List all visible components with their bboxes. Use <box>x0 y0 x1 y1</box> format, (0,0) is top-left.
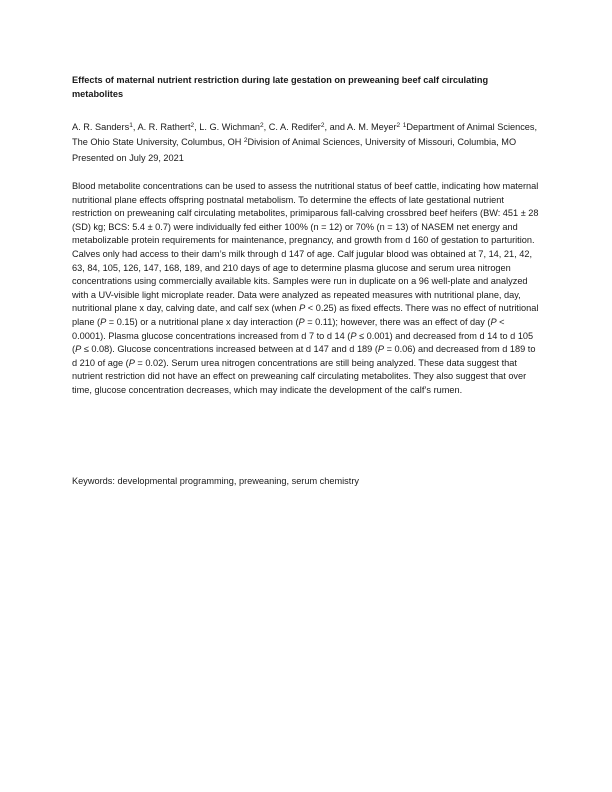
author-affiliation-marker: 2 <box>320 122 325 129</box>
p-value-symbol: P <box>128 357 135 368</box>
author-name: A. R. Rathert <box>137 122 191 132</box>
author-separator: , <box>132 122 138 132</box>
affiliation-2: Division of Animal Sciences, University of Missouri, Columbia, MO Presented on July 29, 2021 <box>72 137 517 163</box>
p-value-symbol: P <box>377 344 385 355</box>
p-value-symbol: P <box>100 316 107 327</box>
author-name: A. R. Sanders <box>72 122 130 132</box>
p-value-symbol: P <box>299 303 306 314</box>
author-name: A. M. Meyer <box>346 122 397 132</box>
abstract-text: ≤ 0.001) and decreased from d 14 to d 105 ( <box>72 330 534 355</box>
p-value-symbol: P <box>490 316 497 327</box>
author-separator: , and <box>324 122 347 132</box>
abstract-text: < 0.0001). Plasma glucose concentrations increased from d 7 to d 14 ( <box>72 316 505 341</box>
abstract-text: = 0.06) and decreased from d 189 to d 210 of age ( <box>72 344 536 368</box>
author-separator: , <box>194 122 200 132</box>
author-affiliation-marker: 2 <box>190 122 195 129</box>
affiliation-1: Department of Animal Sciences, The Ohio State University, Columbus, OH <box>72 122 538 148</box>
p-value-symbol: P <box>75 344 82 355</box>
author-affiliation-marker: 1 <box>129 122 133 129</box>
author-separator: , <box>263 122 269 132</box>
abstract-text: = 0.11); however, there was an effect of day ( <box>304 316 491 327</box>
author-affiliation-marker: 2 <box>260 122 264 129</box>
p-value-symbol: P <box>298 316 305 327</box>
author-name: C. A. Redifer <box>268 122 321 132</box>
paper-title: Effects of maternal nutrient restriction during late gestation on preweaning beef calf circulating metabolites <box>72 75 489 99</box>
abstract-text: ≤ 0.08). Glucose concentrations increased between at d 147 and d 189 ( <box>81 344 378 355</box>
affiliation-marker: 1 <box>402 122 407 129</box>
keywords: Keywords: developmental programming, preweaning, serum chemistry <box>72 476 359 486</box>
abstract <box>72 180 540 398</box>
affiliation-marker: 2 <box>243 137 248 145</box>
author-affiliation-marker: 2 <box>396 122 401 129</box>
abstract-text: = 0.15) or a nutritional plane x day interaction ( <box>106 316 299 327</box>
p-value-symbol: P <box>350 330 357 341</box>
author-list <box>72 120 540 166</box>
abstract-text: < 0.25) as fixed effects. There was no effect of nutritional plane ( <box>72 303 539 327</box>
abstract-text: = 0.02). Serum urea nitrogen concentrations are still being analyzed. These data suggest that nutrient restriction did not have an effect on preweaning calf circulating metabolites. They also suggest that over time, glucose concentration decreases, which may indicate the development of the calf’s rumen. <box>72 357 527 395</box>
abstract-text: Blood metabolite concentrations can be used to assess the nutritional status of beef cattle, indicating how maternal nutritional plane effects offspring postnatal metabolism. To determine the effects of late gestational nutrient restriction on preweaning calf circulating metabolites, primiparous fall-calving crossbred beef heifers (BW: 451 ± 28 (SD) kg; BCS: 5.4 ± 0.7) were individually fed either 100% (n = 12) or 70% (n = 13) of NASEM net energy and metabolizable protein requirements for maintenance, pregnancy, and growth from d 160 of gestation to parturition. Calves only had access to their dam’s milk through d 147 of age. Calf jugular blood was obtained at 7, 14, 21, 42, 63, 84, 105, 126, 147, 168, 189, and 210 days of age to determine plasma glucose and serum urea nitrogen concentrations using commercially available kits. Samples were run in duplicate on a 96 well-plate and analyzed with a UV-visible light microplate reader. Data were analyzed as repeated measures with nutritional plane, day, nutritional plane x day, calving date, and calf sex (when <box>72 181 539 314</box>
author-name: L. G. Wichman <box>199 122 261 132</box>
